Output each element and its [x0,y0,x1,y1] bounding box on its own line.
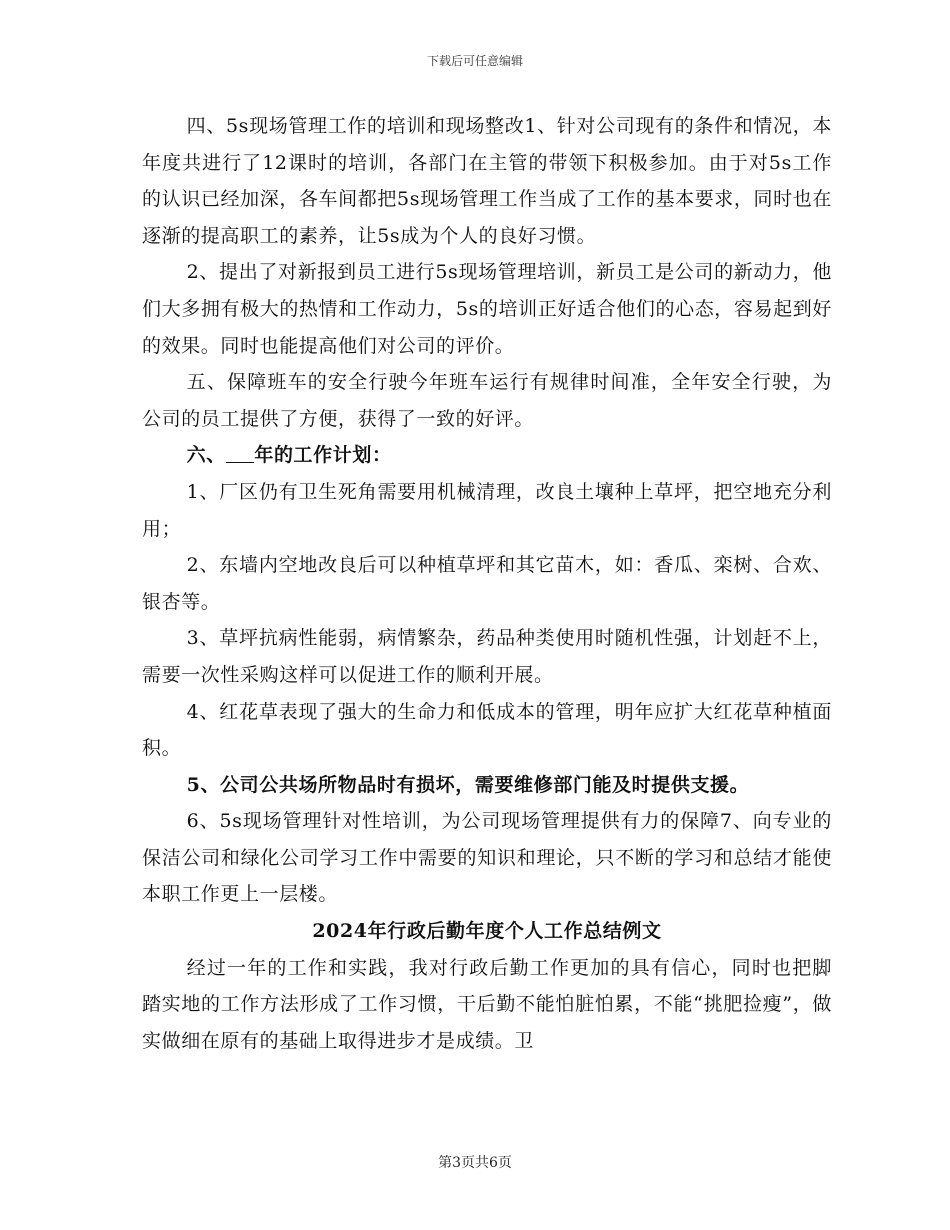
plan-item-6-7: 6、5s现场管理针对性培训，为公司现场管理提供有力的保障7、向专业的保洁公司和绿化公司学习工作中需要的知识和理论，只不断的学习和总结才能使本职工作更上一层楼。 [142,810,832,906]
heading-suffix: 年的工作计划： [254,444,392,467]
section-heading-work-plan [142,437,832,474]
plan-item-3: 3、草坪抗病性能弱，病情繁杂，药品种类使用时随机性强，计划赶不上，需要一次性采购这样可以促进工作的顺利开展。 [142,627,832,686]
paragraph-shuttle-safety: 五、保障班车的安全行驶今年班车运行有规律时间准，全年安全行驶，为公司的员工提供了方便，获得了一致的好评。 [142,371,832,430]
plan-item-2: 2、东墙内空地改良后可以种植草坪和其它苗木，如：香瓜、栾树、合欢、银杏等。 [142,554,832,613]
article-title: 2024年行政后勤年度个人工作总结例文 [312,920,662,943]
page-footer: 第3页共6页 [438,1155,512,1171]
blank-underline [226,443,255,463]
plan-item-1: 1、厂区仍有卫生死角需要用机械清理，改良土壤种上草坪，把空地充分利用； [142,480,832,540]
paragraph-5s-training: 四、5s现场管理工作的培训和现场整改1、针对公司现有的条件和情况，本年度共进行了12课时的培训，各部门在主管的带领下积极参加。由于对5s工作的认识已经加深，各车间都把5s现场管理工作当成了工作的基本要求，同时也在逐渐的提高职工的素养，让5s成为个人的良好习惯。 [142,115,832,247]
plan-item-4: 4、红花草表现了强大的生命力和低成本的管理，明年应扩大红花草种植面积。 [142,700,832,760]
plan-item-5: 5、公司公共场所物品时有损坏，需要维修部门能及时提供支援。 [186,773,750,796]
heading-prefix: 六、 [186,444,226,467]
document-body [142,108,832,1059]
page-header: 下载后可任意编辑 [426,54,523,68]
paragraph-new-staff-training: 2、提出了对新报到员工进行5s现场管理培训，新员工是公司的新动力，他们大多拥有极大的热情和工作动力，5s的培训正好适合他们的心态，容易起到好的效果。同时也能提高他们对公司的评价。 [142,261,832,357]
paragraph-intro: 经过一年的工作和实践，我对行政后勤工作更加的具有信心，同时也把脚踏实地的工作方法形成了工作习惯，干后勤不能怕脏怕累，不能“挑肥捡瘦”，做实做细在原有的基础上取得进步才是成绩。卫 [142,956,832,1052]
